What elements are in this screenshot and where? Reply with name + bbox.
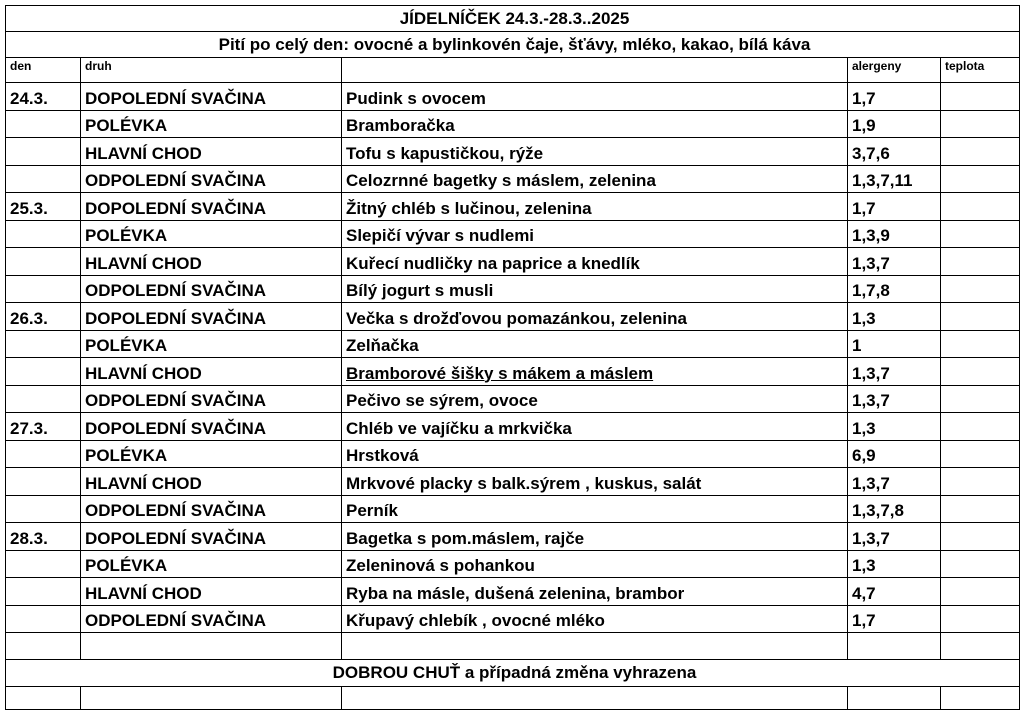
cell-teplota xyxy=(941,83,1020,111)
cell-jidlo: Hrstková xyxy=(342,440,848,468)
menu-row xyxy=(6,358,1020,386)
cell-jidlo: Žitný chléb s lučinou, zelenina xyxy=(342,193,848,221)
cell-alergeny: 4,7 xyxy=(848,578,941,606)
menu-row xyxy=(6,275,1020,303)
cell-den xyxy=(6,220,81,248)
cell-den: 24.3. xyxy=(6,83,81,111)
cell-jidlo: Mrkvové placky s balk.sýrem , kuskus, salát xyxy=(342,468,848,496)
cell-jidlo: Pudink s ovocem xyxy=(342,83,848,111)
cell-jidlo: Bramboračka xyxy=(342,110,848,138)
cell-teplota xyxy=(941,138,1020,166)
cell-teplota xyxy=(941,578,1020,606)
cell-den: 28.3. xyxy=(6,523,81,551)
menu-row xyxy=(6,385,1020,413)
cell-den xyxy=(6,550,81,578)
cell-alergeny: 1,3,7,11 xyxy=(848,165,941,193)
cell-teplota xyxy=(941,523,1020,551)
cell-druh: HLAVNÍ CHOD xyxy=(81,358,342,386)
cell-druh: POLÉVKA xyxy=(81,440,342,468)
cell-teplota xyxy=(941,303,1020,331)
cell-jidlo: Zelňačka xyxy=(342,330,848,358)
menu-row xyxy=(6,110,1020,138)
cell-teplota xyxy=(941,248,1020,276)
cell-druh: DOPOLEDNÍ SVAČINA xyxy=(81,303,342,331)
cell-teplota xyxy=(941,605,1020,633)
cell-alergeny: 1,3,7 xyxy=(848,248,941,276)
menu-row xyxy=(6,495,1020,523)
cell-den xyxy=(6,330,81,358)
cell-alergeny: 1,7 xyxy=(848,193,941,221)
cell-jidlo: Pečivo se sýrem, ovoce xyxy=(342,385,848,413)
menu-row xyxy=(6,578,1020,606)
cell-alergeny: 1 xyxy=(848,330,941,358)
menu-row xyxy=(6,193,1020,221)
cell-alergeny: 6,9 xyxy=(848,440,941,468)
cell-druh: DOPOLEDNÍ SVAČINA xyxy=(81,523,342,551)
cell-jidlo: Bramborové šišky s mákem a máslem xyxy=(342,358,848,386)
cell-druh: HLAVNÍ CHOD xyxy=(81,468,342,496)
cell-jidlo: Perník xyxy=(342,495,848,523)
menu-row xyxy=(6,138,1020,166)
cell-den xyxy=(6,385,81,413)
cell-jidlo: Ryba na másle, dušená zelenina, brambor xyxy=(342,578,848,606)
menu-row xyxy=(6,605,1020,633)
cell-den xyxy=(6,110,81,138)
empty-row xyxy=(6,633,1020,660)
cell-druh: DOPOLEDNÍ SVAČINA xyxy=(81,413,342,441)
cell-druh: HLAVNÍ CHOD xyxy=(81,578,342,606)
cell-druh: HLAVNÍ CHOD xyxy=(81,248,342,276)
header-teplota: teplota xyxy=(941,58,1020,83)
cell-teplota xyxy=(941,193,1020,221)
cell-alergeny: 1,3,7 xyxy=(848,523,941,551)
cell-druh: POLÉVKA xyxy=(81,110,342,138)
cell-den xyxy=(6,578,81,606)
cell-druh: POLÉVKA xyxy=(81,330,342,358)
cell-jidlo: Křupavý chlebík , ovocné mléko xyxy=(342,605,848,633)
cell-jidlo: Chléb ve vajíčku a mrkvička xyxy=(342,413,848,441)
cell-den xyxy=(6,605,81,633)
cell-druh: ODPOLEDNÍ SVAČINA xyxy=(81,165,342,193)
cell-teplota xyxy=(941,110,1020,138)
cell-alergeny: 1,3 xyxy=(848,303,941,331)
menu-title: JÍDELNÍČEK 24.3.-28.3..2025 xyxy=(6,6,1020,32)
cell-druh: DOPOLEDNÍ SVAČINA xyxy=(81,193,342,221)
cell-teplota xyxy=(941,220,1020,248)
cell-druh: ODPOLEDNÍ SVAČINA xyxy=(81,495,342,523)
menu-row xyxy=(6,468,1020,496)
cell-den: 27.3. xyxy=(6,413,81,441)
cell-den xyxy=(6,165,81,193)
drinks-note: Pití po celý den: ovocné a bylinkovén čaje, šťávy, mléko, kakao, bílá káva xyxy=(6,32,1020,58)
cell-teplota xyxy=(941,440,1020,468)
cell-teplota xyxy=(941,413,1020,441)
cell-den xyxy=(6,495,81,523)
menu-row xyxy=(6,440,1020,468)
cell-den xyxy=(6,440,81,468)
cell-jidlo: Slepičí vývar s nudlemi xyxy=(342,220,848,248)
cell-teplota xyxy=(941,330,1020,358)
cell-alergeny: 1,7,8 xyxy=(848,275,941,303)
cell-alergeny: 1,3,7 xyxy=(848,358,941,386)
cell-den xyxy=(6,248,81,276)
cell-druh: ODPOLEDNÍ SVAČINA xyxy=(81,385,342,413)
cell-teplota xyxy=(941,495,1020,523)
cell-den xyxy=(6,468,81,496)
header-jidlo xyxy=(342,58,848,83)
cell-jidlo: Bagetka s pom.máslem, rajče xyxy=(342,523,848,551)
cell-teplota xyxy=(941,550,1020,578)
cell-alergeny: 1,3 xyxy=(848,550,941,578)
cell-alergeny: 1,7 xyxy=(848,605,941,633)
cell-den xyxy=(6,138,81,166)
cell-teplota xyxy=(941,468,1020,496)
cell-jidlo: Večka s drožďovou pomazánkou, zelenina xyxy=(342,303,848,331)
menu-row xyxy=(6,550,1020,578)
cell-teplota xyxy=(941,275,1020,303)
cell-druh: ODPOLEDNÍ SVAČINA xyxy=(81,605,342,633)
cell-druh: POLÉVKA xyxy=(81,550,342,578)
menu-row xyxy=(6,413,1020,441)
cell-jidlo: Bílý jogurt s musli xyxy=(342,275,848,303)
cell-druh: POLÉVKA xyxy=(81,220,342,248)
cell-druh: DOPOLEDNÍ SVAČINA xyxy=(81,83,342,111)
menu-row xyxy=(6,83,1020,111)
cell-alergeny: 1,3 xyxy=(848,413,941,441)
cell-teplota xyxy=(941,165,1020,193)
cell-alergeny: 1,3,9 xyxy=(848,220,941,248)
footer-note: DOBROU CHUŤ a případná změna vyhrazena xyxy=(6,660,1020,687)
header-alergeny: alergeny xyxy=(848,58,941,83)
menu-table xyxy=(5,5,1020,710)
cell-den: 26.3. xyxy=(6,303,81,331)
menu-row xyxy=(6,303,1020,331)
cell-druh: ODPOLEDNÍ SVAČINA xyxy=(81,275,342,303)
menu-row xyxy=(6,248,1020,276)
header-den: den xyxy=(6,58,81,83)
cell-teplota xyxy=(941,358,1020,386)
cell-jidlo: Kuřecí nudličky na paprice a knedlík xyxy=(342,248,848,276)
cell-alergeny: 1,7 xyxy=(848,83,941,111)
menu-row xyxy=(6,165,1020,193)
cell-teplota xyxy=(941,385,1020,413)
empty-row xyxy=(6,687,1020,710)
cell-alergeny: 1,9 xyxy=(848,110,941,138)
cell-jidlo: Tofu s kapustičkou, rýže xyxy=(342,138,848,166)
cell-alergeny: 1,3,7 xyxy=(848,468,941,496)
cell-jidlo: Zeleninová s pohankou xyxy=(342,550,848,578)
cell-den xyxy=(6,358,81,386)
menu-row xyxy=(6,330,1020,358)
cell-alergeny: 1,3,7,8 xyxy=(848,495,941,523)
menu-row xyxy=(6,523,1020,551)
cell-den xyxy=(6,275,81,303)
header-druh: druh xyxy=(81,58,342,83)
cell-alergeny: 1,3,7 xyxy=(848,385,941,413)
cell-druh: HLAVNÍ CHOD xyxy=(81,138,342,166)
menu-row xyxy=(6,220,1020,248)
header-row xyxy=(6,58,1020,83)
cell-jidlo: Celozrnné bagetky s máslem, zelenina xyxy=(342,165,848,193)
cell-alergeny: 3,7,6 xyxy=(848,138,941,166)
cell-den: 25.3. xyxy=(6,193,81,221)
